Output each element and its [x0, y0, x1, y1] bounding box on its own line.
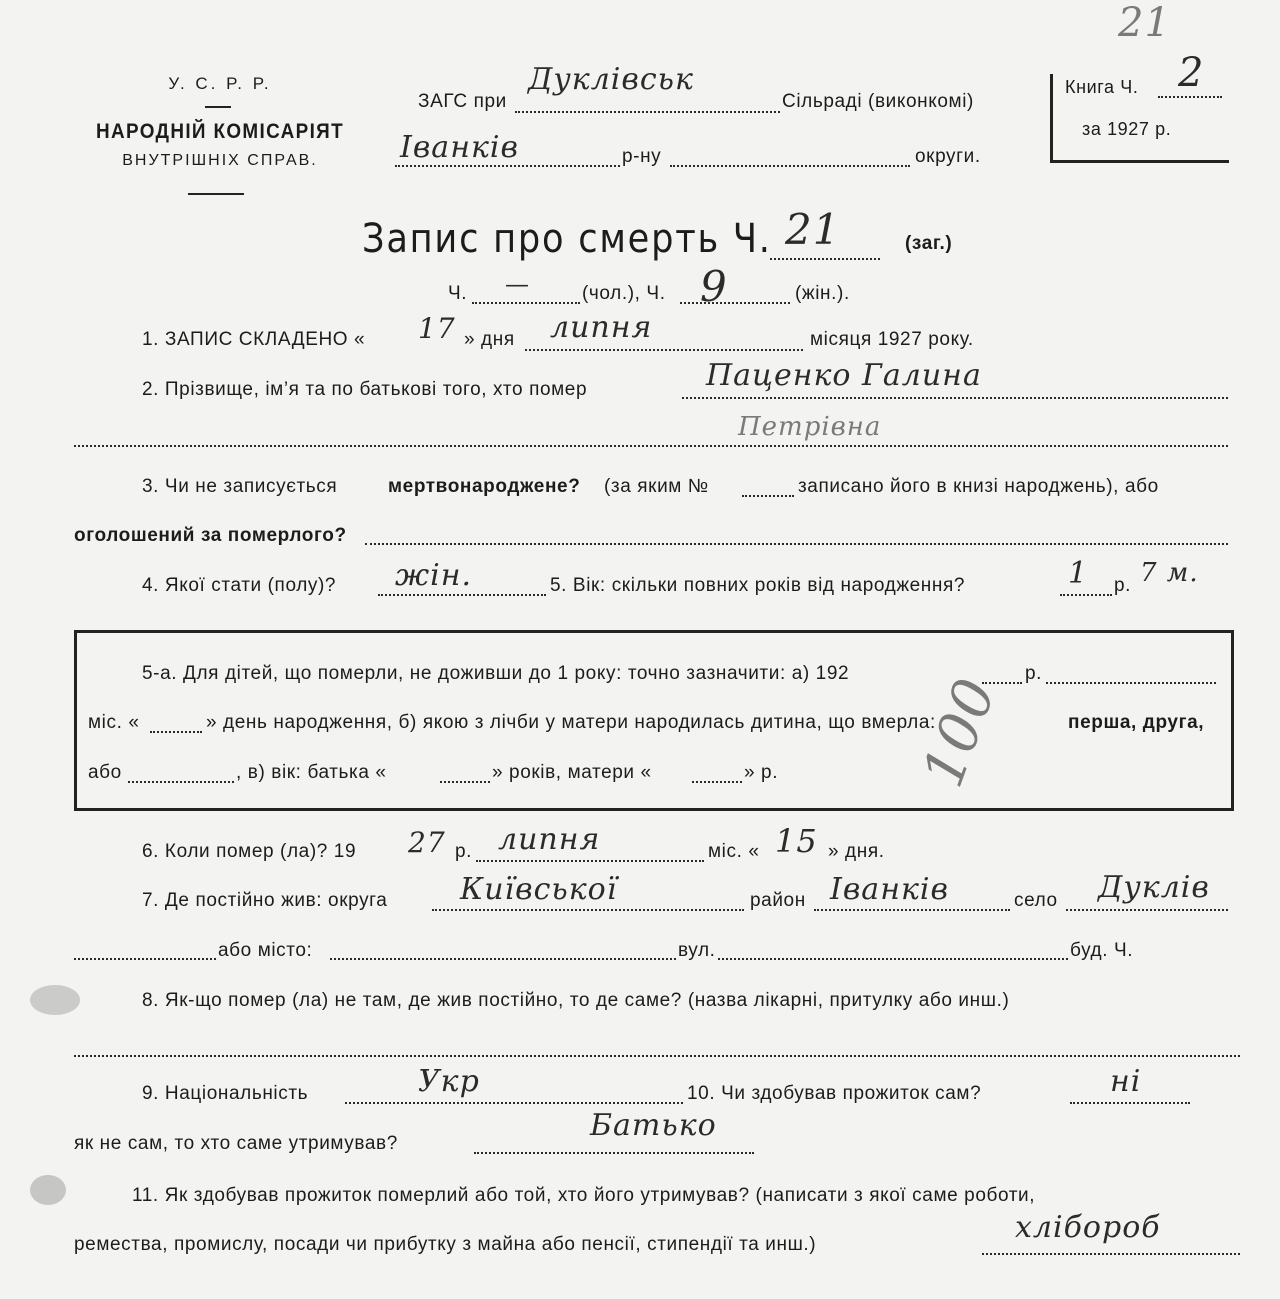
- residence-raion-handwritten: Іванків: [830, 872, 949, 907]
- field-8-label: 8. Як-що помер (ла) не там, де жив постійно, то де саме? (назва лікарні, притулку або инш.): [142, 990, 1010, 1011]
- zags-blank: [515, 111, 780, 113]
- field-11-line2: ремества, промислу, посади чи прибутку з майна або пенсії, стипендії та инш.): [74, 1234, 817, 1255]
- field-3-part3: записано його в книзі народжень), або: [798, 476, 1159, 497]
- birth-order-blank: [128, 781, 234, 783]
- field-3-stillborn: мертвонароджене?: [388, 476, 581, 497]
- residence-okrug-blank: [432, 909, 744, 911]
- field-7-label: 7. Де постійно жив: округа: [142, 890, 388, 911]
- patronymic-handwritten: Петрівна: [738, 412, 882, 442]
- birth-book-no-blank: [742, 495, 794, 497]
- name-blank: [682, 397, 1228, 399]
- male-count-blank: [472, 302, 580, 304]
- sex-blank: [378, 594, 546, 596]
- field-6-day-label: » дня.: [828, 841, 885, 862]
- record-total-suffix: (заг.): [905, 233, 953, 254]
- zags-suffix: Сільраді (виконкомі): [782, 91, 974, 112]
- death-month-blank: [476, 860, 704, 862]
- father-age-blank: [440, 781, 490, 783]
- death-year-handwritten: 27: [408, 826, 446, 859]
- city-blank: [330, 958, 676, 960]
- mother-age-blank: [692, 781, 742, 783]
- female-count-handwritten: 9: [700, 262, 728, 311]
- header-left-block: [60, 74, 380, 170]
- record-number-blank: [770, 258, 880, 260]
- age-years-blank: [1060, 594, 1112, 596]
- occupation-blank: [982, 1253, 1240, 1255]
- self-support-handwritten: ні: [1110, 1064, 1142, 1099]
- okrug-suffix: округи.: [915, 146, 981, 167]
- header-rule: [188, 193, 244, 195]
- field-5a-line2b: » день народження, б) якою з лічби у матери народилась дитина, що вмерла:: [206, 712, 936, 733]
- name-blank-line-2: [74, 445, 1228, 447]
- field-1-tail: місяця 1927 року.: [810, 329, 974, 350]
- female-label: (жін.).: [795, 283, 850, 304]
- field-5-label: 5. Вік: скільки повних років від народження?: [550, 575, 966, 596]
- record-day-handwritten: 17: [418, 312, 456, 345]
- residence-raion-blank: [814, 909, 1010, 911]
- field-9-label: 9. Національність: [142, 1083, 309, 1104]
- field-3-declared-dead: оголошений за померлого?: [74, 525, 347, 546]
- death-month-handwritten: липня: [498, 822, 601, 857]
- record-title: Запис про смерть Ч.: [362, 216, 772, 262]
- residence-extra-blank: [74, 958, 216, 960]
- zags-prefix: ЗАГС при: [418, 91, 507, 112]
- street-blank: [718, 958, 1068, 960]
- book-number-handwritten: 2: [1178, 50, 1205, 96]
- okrug-blank: [670, 165, 910, 167]
- field-5a-line3b: , в) вік: батька «: [236, 762, 387, 783]
- supporter-blank: [474, 1152, 754, 1154]
- birth-day-blank: [150, 731, 202, 733]
- male-count-handwritten: —: [505, 270, 530, 298]
- book-number-blank: [1158, 96, 1222, 98]
- field-7-village-label: село: [1014, 890, 1058, 911]
- district-suffix: р-ну: [622, 146, 662, 167]
- field-5a-line3d: » р.: [744, 762, 779, 783]
- field-5a-line2a: міс. «: [88, 712, 140, 733]
- field-1-label: 1. ЗАПИС СКЛАДЕНО «: [142, 329, 366, 350]
- field-5a-year-abbr: р.: [1025, 663, 1043, 684]
- field-4-label: 4. Якої стати (полу)?: [142, 575, 337, 596]
- residence-okrug-handwritten: Київської: [460, 872, 618, 907]
- residence-village-blank: [1066, 909, 1228, 911]
- corner-mark: 21: [1118, 0, 1171, 46]
- nationality-blank: [345, 1102, 683, 1104]
- district-blank: [395, 165, 620, 167]
- age-months-handwritten: 7 м.: [1140, 558, 1199, 588]
- field-7-raion-label: район: [750, 890, 806, 911]
- department-label: ВНУТРІШНІХ СПРАВ.: [122, 152, 318, 169]
- field-5a-line3c: » років, матери «: [492, 762, 652, 783]
- residence-village-handwritten: Дуклів: [1098, 870, 1210, 905]
- male-label: (чол.), Ч.: [582, 283, 666, 304]
- birth-year-blank: [982, 682, 1022, 684]
- self-support-blank: [1070, 1102, 1190, 1104]
- female-count-blank: [680, 302, 790, 304]
- paper-stain: [30, 985, 80, 1015]
- declared-dead-blank: [365, 543, 1228, 545]
- field-5a-line3a: або: [88, 762, 122, 783]
- paper-stain: [30, 1175, 66, 1205]
- birth-year-tail-blank: [1046, 682, 1216, 684]
- field-11-line1: 11. Як здобував прожиток померлий або той, хто його утримував? (написати з якої саме роботи,: [132, 1185, 1036, 1206]
- field-6-month-label: міс. «: [708, 841, 760, 862]
- republic-label: У. С. Р. Р.: [168, 74, 272, 93]
- nationality-handwritten: Укр: [418, 1064, 480, 1099]
- field-6-year-abbr: р.: [455, 841, 473, 862]
- death-day-handwritten: 15: [775, 822, 818, 860]
- male-no-label: Ч.: [448, 283, 468, 304]
- field-10-label: 10. Чи здобував прожиток сам?: [687, 1083, 982, 1104]
- field-7-street-label: вул.: [678, 940, 716, 961]
- district-handwritten: Іванків: [400, 130, 519, 165]
- field-10-sub-label: як не сам, то хто саме утримував?: [74, 1133, 398, 1154]
- field-7-city-label: або місто:: [218, 940, 313, 961]
- year-label: за 1927 р.: [1082, 119, 1172, 139]
- name-handwritten: Паценко Галина: [706, 358, 982, 393]
- field-3-part2: (за яким №: [604, 476, 709, 497]
- field-3-part1: 3. Чи не записується: [142, 476, 338, 497]
- occupation-handwritten: хлібороб: [1015, 1210, 1161, 1245]
- commissariat-label: НАРОДНІЙ КОМІСАРІЯТ: [95, 120, 345, 143]
- field-2-label: 2. Прізвище, ім’я та по батькові того, хто помер: [142, 379, 588, 400]
- supporter-handwritten: Батько: [590, 1108, 717, 1143]
- age-year-abbr: р.: [1114, 575, 1132, 596]
- record-month-blank: [525, 349, 803, 351]
- field-7-house-label: буд. Ч.: [1070, 940, 1134, 961]
- record-number-handwritten: 21: [785, 205, 841, 254]
- death-place-blank: [74, 1055, 1240, 1057]
- village-council-handwritten: Дуклівськ: [528, 62, 694, 97]
- field-5a-first-second: перша, друга,: [1068, 712, 1205, 733]
- record-month-handwritten: липня: [550, 310, 653, 345]
- sex-handwritten: жін.: [395, 558, 472, 593]
- age-years-handwritten: 1: [1068, 556, 1089, 591]
- margin-note-handwritten: 100: [910, 669, 1010, 796]
- header-rule: [205, 106, 231, 108]
- field-1-day-close: » дня: [464, 329, 515, 350]
- field-6-label: 6. Коли помер (ла)? 19: [142, 841, 357, 862]
- book-label: Книга Ч.: [1065, 77, 1139, 97]
- field-5a-line1: 5-а. Для дітей, що померли, не доживши до 1 року: точно зазначити: а) 192: [142, 663, 850, 684]
